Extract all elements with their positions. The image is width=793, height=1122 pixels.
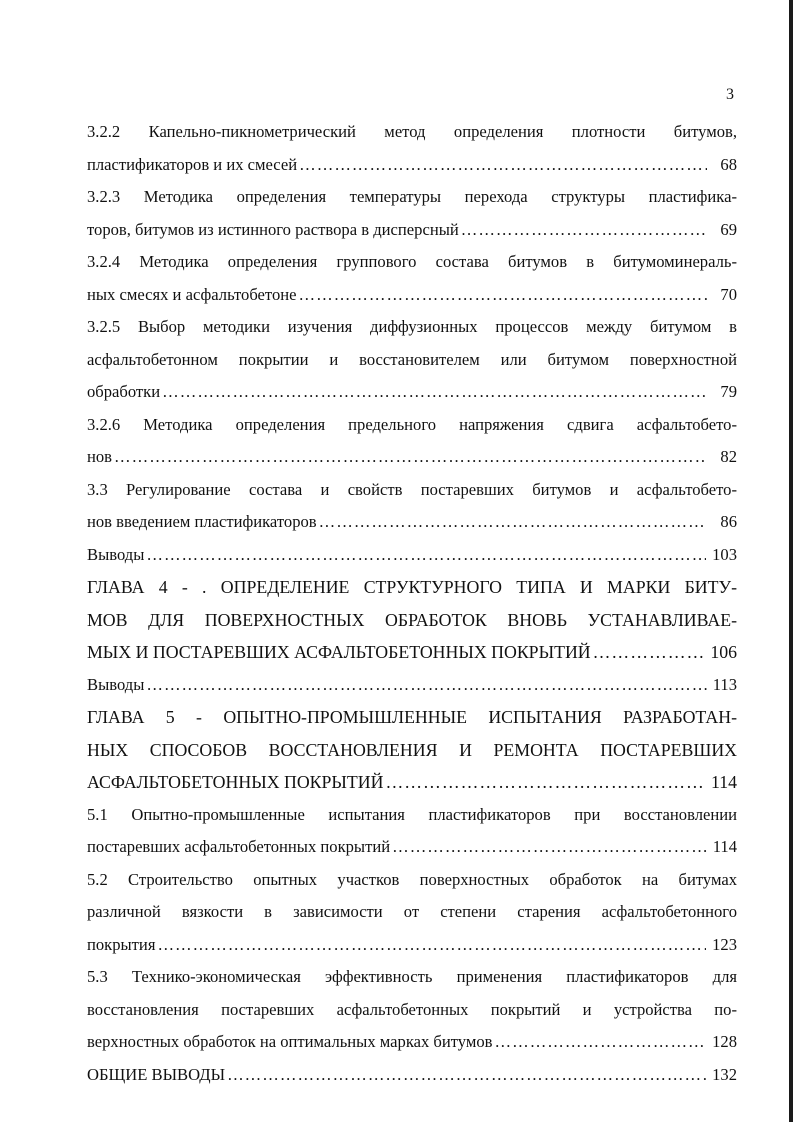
- toc-leader-dots: [146, 669, 706, 702]
- toc-line: 5.1 Опытно-промышленные испытания пластификаторов при восстановлении: [87, 804, 737, 824]
- toc-entry-text: постаревших асфальтобетонных покрытий: [87, 837, 391, 856]
- toc-page-number: 113: [712, 674, 737, 694]
- toc-page-number: 86: [720, 512, 737, 531]
- toc-leader-dots: [114, 441, 707, 474]
- toc-page-number: 68: [720, 154, 737, 174]
- toc-line: [87, 279, 737, 312]
- toc-leader-dots: [495, 1026, 707, 1059]
- toc-leader-dots: [392, 831, 707, 864]
- toc-entry-text: ОБЩИЕ ВЫВОДЫ: [87, 1064, 226, 1084]
- toc-leader-dots: [146, 539, 706, 572]
- toc-line: различной вязкости в зависимости от степени старения асфальтобетонного: [87, 902, 737, 921]
- toc-leader-dots: [593, 636, 705, 669]
- toc-line: ГЛАВА 5 - ОПЫТНО-ПРОМЫШЛЕННЫЕ ИСПЫТАНИЯ РАЗРАБОТАН-: [87, 707, 737, 727]
- toc-line: [87, 669, 737, 702]
- toc-entry-text: торов, битумов из истинного раствора в дисперсный: [87, 219, 459, 239]
- toc-line: 5.2 Строительство опытных участков поверхностных обработок на битумах: [87, 869, 737, 889]
- toc-line: МОВ ДЛЯ ПОВЕРХНОСТНЫХ ОБРАБОТОК ВНОВЬ УСТАНАВЛИВАЕ-: [87, 609, 737, 630]
- toc-leader-dots: [162, 376, 707, 409]
- toc-line: [87, 1059, 737, 1092]
- toc-entry-text: ных смесях и асфальтобетоне: [87, 284, 297, 304]
- toc-line: 3.2.4 Методика определения группового состава битумов в битумоминераль-: [87, 252, 737, 271]
- toc-entry-text: обработки: [87, 382, 161, 401]
- toc-leader-dots: [299, 149, 707, 182]
- toc-leader-dots: [299, 279, 708, 312]
- toc-leader-dots: [227, 1059, 706, 1092]
- toc-line: [87, 929, 737, 962]
- toc-page-number: 114: [710, 772, 737, 792]
- toc-page-number: 123: [712, 934, 737, 954]
- toc-line: 3.3 Регулирование состава и свойств постаревших битумов и асфальтобето-: [87, 479, 737, 499]
- toc-page-number: 114: [712, 837, 737, 856]
- toc-line: НЫХ СПОСОБОВ ВОССТАНОВЛЕНИЯ И РЕМОНТА ПОСТАРЕВШИХ: [87, 739, 737, 760]
- toc-line: 3.2.3 Методика определения температуры перехода структуры пластифика-: [87, 187, 737, 206]
- page-number: 3: [726, 86, 734, 103]
- toc-line: 3.2.5 Выбор методики изучения диффузионных процессов между битумом в: [87, 317, 737, 336]
- toc-page-number: 106: [710, 642, 737, 662]
- toc-page-number: 103: [712, 544, 737, 564]
- toc-line: 3.2.2 Капельно-пикнометрический метод определения плотности битумов,: [87, 122, 737, 141]
- toc-page-number: 79: [720, 382, 737, 401]
- toc-entry-text: АСФАЛЬТОБЕТОННЫХ ПОКРЫТИЙ: [87, 772, 384, 792]
- toc-leader-dots: [461, 214, 707, 247]
- toc-entry-text: покрытия: [87, 934, 156, 954]
- toc-line: [87, 376, 737, 409]
- toc-entry-text: МЫХ И ПОСТАРЕВШИХ АСФАЛЬТОБЕТОННЫХ ПОКРЫТИЙ: [87, 642, 591, 662]
- scan-edge: [789, 0, 793, 1122]
- toc-page-number: 132: [712, 1064, 737, 1084]
- toc-line: [87, 441, 737, 474]
- toc-line: [87, 766, 737, 799]
- toc-page-number: 82: [720, 447, 737, 466]
- toc-leader-dots: [385, 766, 705, 799]
- toc-line: [87, 149, 737, 182]
- toc-entry-text: Выводы: [87, 674, 145, 694]
- toc-line: ГЛАВА 4 - . ОПРЕДЕЛЕНИЕ СТРУКТУРНОГО ТИПА И МАРКИ БИТУ-: [87, 577, 737, 597]
- toc-line: [87, 506, 737, 539]
- toc-leader-dots: [157, 929, 706, 962]
- toc-page-number: 128: [712, 1032, 737, 1051]
- toc-entry-text: нов: [87, 447, 113, 466]
- toc-line: [87, 636, 737, 669]
- toc-entry-text: верхностных обработок на оптимальных марках битумов: [87, 1032, 493, 1051]
- toc-line: [87, 539, 737, 572]
- table-of-contents: [87, 116, 737, 1091]
- toc-line: [87, 831, 737, 864]
- toc-entry-text: нов введением пластификаторов: [87, 512, 317, 531]
- toc-entry-text: Выводы: [87, 544, 145, 564]
- toc-leader-dots: [319, 506, 707, 539]
- toc-page-number: 69: [720, 219, 737, 239]
- toc-entry-text: пластификаторов и их смесей: [87, 154, 298, 174]
- toc-line: 3.2.6 Методика определения предельного напряжения сдвига асфальтобето-: [87, 414, 737, 434]
- toc-line: [87, 214, 737, 247]
- toc-line: 5.3 Технико-экономическая эффективность применения пластификаторов для: [87, 967, 737, 986]
- toc-page-number: 70: [720, 284, 737, 304]
- toc-line: восстановления постаревших асфальтобетонных покрытий и устройства по-: [87, 999, 737, 1019]
- toc-line: асфальтобетонном покрытии и восстановителем или битумом поверхностной: [87, 349, 737, 369]
- toc-line: [87, 1026, 737, 1059]
